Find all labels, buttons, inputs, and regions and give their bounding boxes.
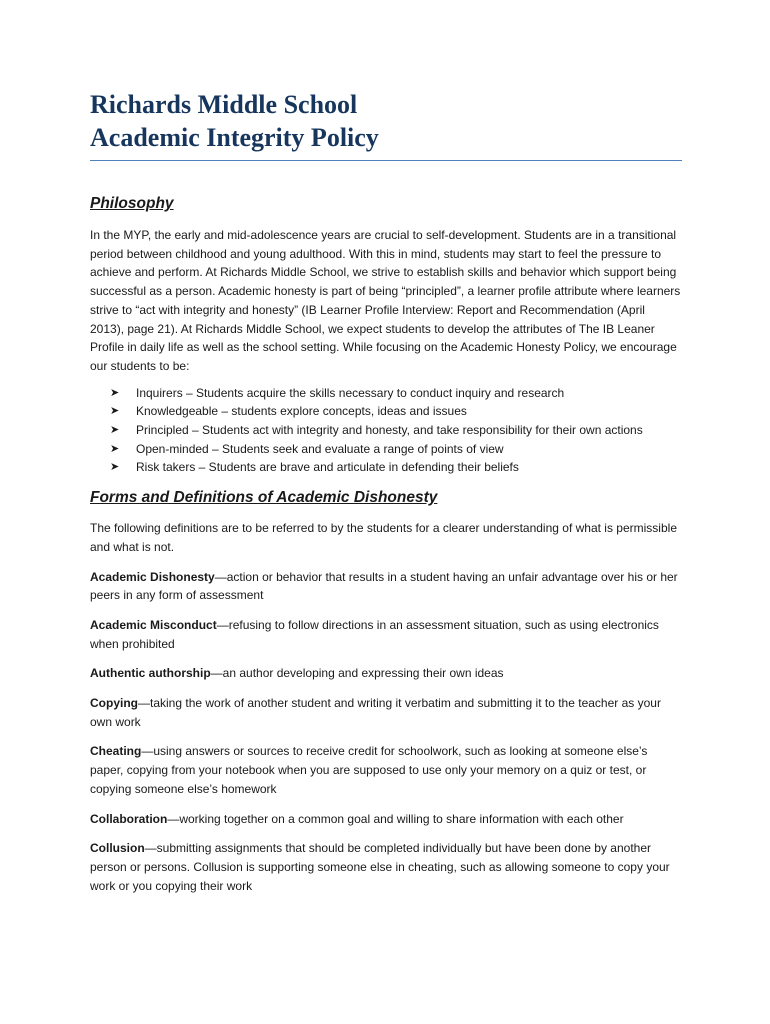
definition-term: Collusion [90,841,145,856]
arrow-bullet-icon: ➤ [110,386,120,399]
list-item: ➤ Inquirers – Students acquire the skills necessary to conduct inquiry and research [90,384,682,403]
definition-item [90,810,682,829]
definition-text: —taking the work of another student and writing it verbatim and submitting it to the teacher as your own work [90,696,661,729]
list-item: ➤ Risk takers – Students are brave and articulate in defending their beliefs [90,458,682,477]
arrow-bullet-icon: ➤ [110,405,120,418]
list-item: ➤ Principled – Students act with integrity and honesty, and take responsibility for their own actions [90,421,682,440]
definition-item [90,664,682,683]
list-item: ➤ Open-minded – Students seek and evaluate a range of points of view [90,440,682,459]
document-page [90,88,682,895]
definition-text: —action or behavior that results in a student having an unfair advantage over his or her peers in any form of assessment [90,569,678,603]
document-title [90,88,682,161]
definition-text: —submitting assignments that should be completed individually but have been done by another person or persons. Collusion is supporting someone else in cheating, such as allowing someone to copy your work or you copying their work [90,841,670,893]
arrow-bullet-icon: ➤ [110,442,120,455]
definition-term: Authentic authorship [90,666,211,681]
philosophy-paragraph: In the MYP, the early and mid-adolescence years are crucial to self-development. Students are in a transitional period between childhood and young adulthood. With this in mind, students may start to feel the pressure to achieve and perform. At Richards Middle School, we strive to establish skills and behavior which support being successful as a person. Academic honesty is part of being “principled”, a learner profile attribute where learners strive to “act with integrity and honesty” (IB Learner Profile Interview: Report and Recommendation (April 2013), page 21). At Richards Middle School, we expect students to develop the attributes of The IB Leaner Profile in daily life as well as the school setting. While focusing on the Academic Honesty Policy, we encourage our students to be: [90,228,681,373]
definition-item [90,839,682,895]
definition-item [90,694,682,731]
definition-term: Cheating [90,744,142,759]
definition-term: Copying [90,696,138,711]
title-policy-name: Academic Integrity Policy [90,123,379,152]
definition-text: —using answers or sources to receive credit for schoolwork, such as looking at someone else’s paper, copying from your notebook when you are supposed to use only your memory on a quiz or test, or copying someone else’s homework [90,744,648,796]
definitions-intro: The following definitions are to be referred to by the students for a clearer understanding of what is permissible and what is not. [90,521,677,554]
definition-term: Academic Dishonesty [90,569,215,584]
arrow-bullet-icon: ➤ [110,461,120,474]
definition-text: —working together on a common goal and willing to share information with each other [167,811,624,826]
definition-term: Collaboration [90,811,168,826]
definition-text: —an author developing and expressing their own ideas [210,666,504,681]
definition-item [90,568,682,605]
arrow-bullet-icon: ➤ [110,424,120,437]
definition-item [90,742,682,798]
learner-profile-list [90,384,682,478]
definition-item [90,616,682,653]
definition-term: Academic Misconduct [90,617,217,632]
title-school-name: Richards Middle School [90,90,358,119]
definition-text: —refusing to follow directions in an assessment situation, such as using electronics when prohibited [90,617,659,651]
forms-definitions-heading: Forms and Definitions of Academic Dishonesty [90,489,438,507]
list-item: ➤ Knowledgeable – students explore concepts, ideas and issues [90,402,682,421]
philosophy-heading: Philosophy [90,195,174,212]
